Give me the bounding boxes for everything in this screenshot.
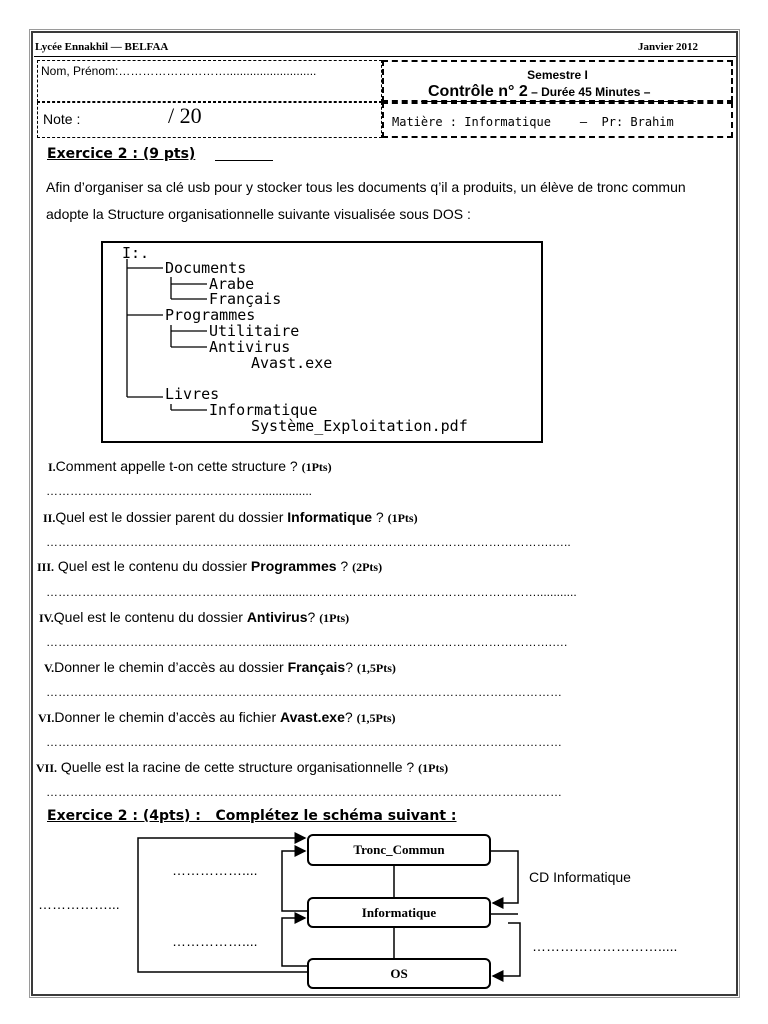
tree-antivirus: Antivirus: [209, 338, 291, 356]
question-keyword: Français: [287, 659, 346, 675]
tree-arabe: Arabe: [209, 275, 255, 293]
question-text: Quel est le dossier parent du dossier: [55, 509, 288, 525]
blank-right[interactable]: ……………………….....: [532, 938, 678, 954]
question-suffix: ?: [344, 709, 357, 725]
tree-documents: Documents: [165, 259, 247, 277]
exercise2-title: Exercice 2 : (4pts) : Complétez le schéma suivant :: [47, 808, 457, 824]
question-points: (1Pts): [301, 460, 332, 474]
question-points: (1Pts): [418, 761, 449, 775]
question-text: Quel est le contenu du dossier: [54, 558, 251, 574]
answer-line-1[interactable]: ………………………………………………...............: [46, 484, 313, 498]
exam-number: Contrôle n° 2: [428, 83, 528, 100]
subject-teacher: Matière : Informatique — Pr: Brahim: [392, 115, 674, 129]
node-informatique: Informatique: [307, 897, 491, 928]
question-suffix: ?: [307, 609, 320, 625]
answer-line-6[interactable]: …………………………………………………………………………………………………………………: [46, 735, 562, 749]
question-points: (1Pts): [319, 611, 350, 625]
semester: Semestre I: [527, 68, 588, 82]
exam-date: Janvier 2012: [638, 41, 698, 53]
answer-line-7[interactable]: …………………………………………………………………………………………………………………: [46, 785, 562, 799]
answer-line-3[interactable]: ………………………………………………..............…………………………………………………............: [46, 585, 577, 599]
question-keyword: Avast.exe: [280, 709, 345, 725]
tree-francais: Français: [209, 290, 282, 308]
exam-duration: – Durée 45 Minutes –: [527, 85, 651, 99]
question-suffix: ?: [345, 659, 357, 675]
question-number: IV.: [39, 611, 54, 625]
question-number: V.: [44, 661, 55, 675]
blank-left[interactable]: ……………...: [38, 896, 120, 912]
tree-programmes: Programmes: [165, 306, 256, 324]
question-number: II.: [43, 511, 56, 525]
question-text: Donner le chemin d’accès au dossier: [54, 659, 288, 675]
question-text: Quelle est la racine de cette structure organisationnelle ?: [57, 759, 419, 775]
node-os: OS: [307, 958, 491, 989]
question-suffix: ?: [336, 558, 353, 574]
question-keyword: Antivirus: [246, 609, 308, 625]
question-points: (2Pts): [352, 560, 383, 574]
question-points: (1,5Pts): [356, 661, 396, 675]
question-suffix: ?: [372, 509, 388, 525]
tree-root: I:.: [122, 244, 150, 262]
tree-informatique: Informatique: [209, 401, 318, 419]
name-field: Nom, Prénom:………………………...........................: [41, 64, 317, 78]
question-points: (1Pts): [387, 511, 418, 525]
question-number: III.: [37, 560, 55, 574]
answer-line-5[interactable]: …………………………………………………………………………………………………………………: [46, 685, 562, 699]
question-keyword: Informatique: [287, 509, 373, 525]
tree-avast: Avast.exe: [251, 354, 333, 372]
blank-top-left[interactable]: ……………....: [172, 862, 258, 878]
question-points: (1,5Pts): [356, 711, 396, 725]
question-text: Donner le chemin d’accès au fichier: [54, 709, 281, 725]
tree-utilitaire: Utilitaire: [209, 322, 300, 340]
exercise1-title: Exercice 2 : (9 pts): [47, 146, 196, 162]
answer-line-2[interactable]: ………………………………………………..............…………………………………………………….…..: [46, 535, 571, 549]
question-number: VII.: [36, 761, 58, 775]
exercise1-intro: Afin d’organiser sa clé usb pour y stocker tous les documents q’il a produits, un élève de tronc commun adopte la Structure organisationnelle suivante visualisée sous DOS :: [46, 179, 686, 222]
question-text: Quel est le contenu du dossier: [53, 609, 247, 625]
tree-systeme: Système_Exploitation.pdf: [251, 417, 468, 435]
node-tronc-commun: Tronc_Commun: [307, 834, 491, 866]
tree-livres: Livres: [165, 385, 220, 403]
question-number: VI.: [38, 711, 55, 725]
school-name: Lycée Ennakhil — BELFAA: [35, 41, 169, 53]
blank-bottom-left[interactable]: ……………....: [172, 933, 258, 949]
grade-label: Note :: [43, 111, 81, 127]
answer-line-4[interactable]: ………………………………………………..............…………………………………………………….….: [46, 635, 568, 649]
question-number: I.: [48, 460, 56, 474]
grade-value: / 20: [168, 103, 202, 128]
question-text: Comment appelle t-on cette structure ?: [55, 458, 302, 474]
question-keyword: Programmes: [250, 558, 337, 574]
label-cd-informatique: CD Informatique: [529, 869, 631, 885]
